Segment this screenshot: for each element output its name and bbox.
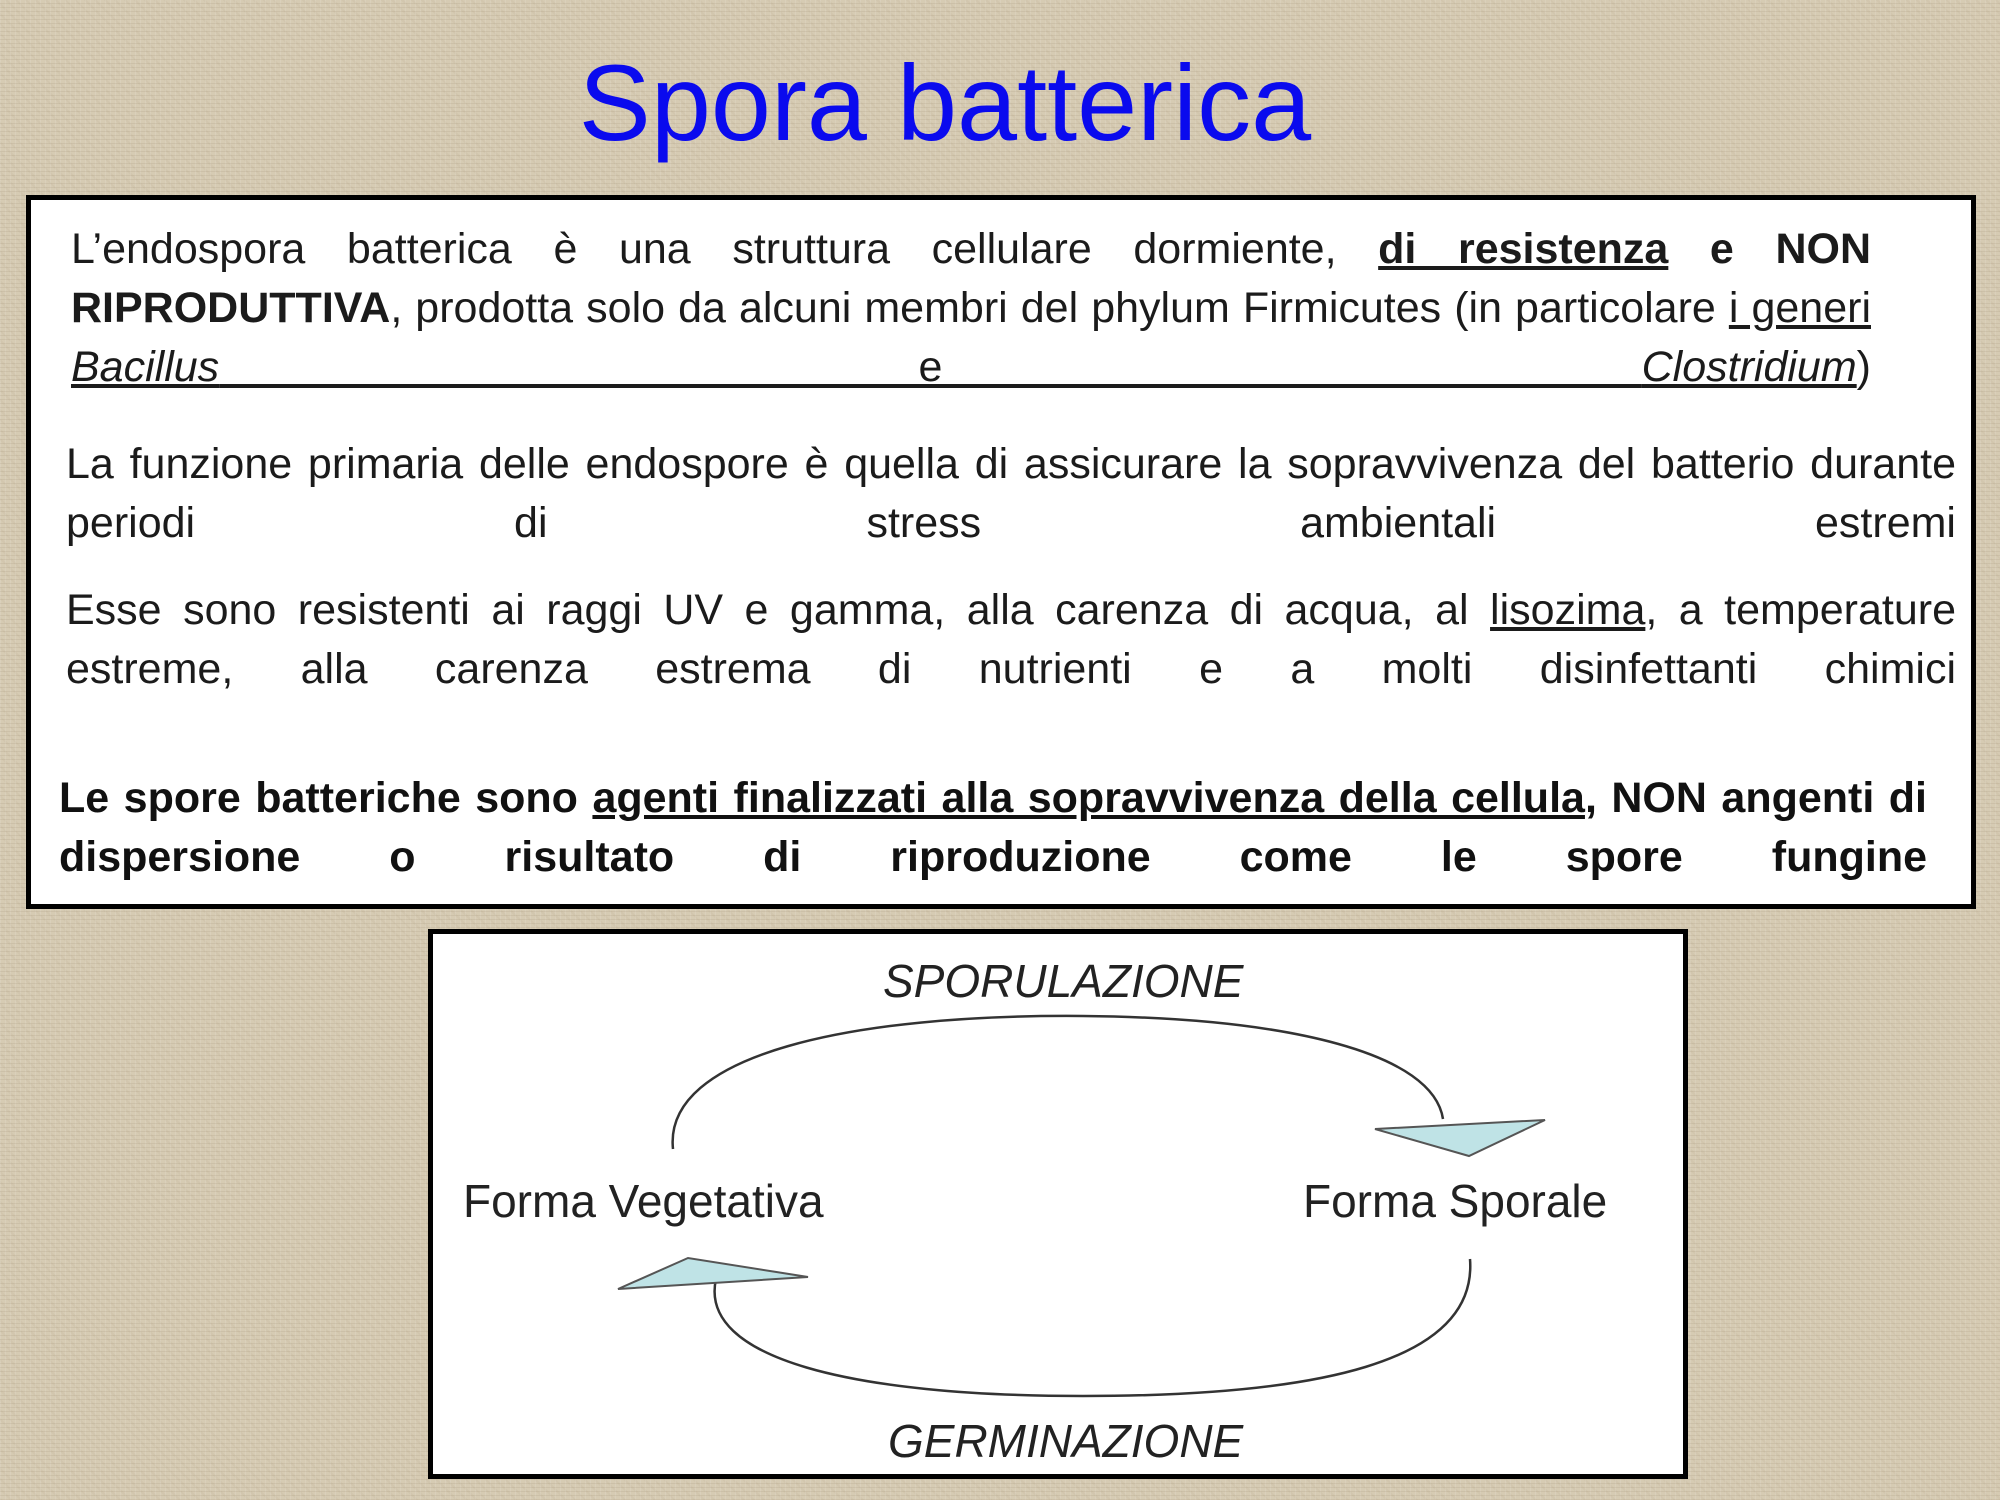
p1-non-riproduttiva: NON RIPRODUTTIVA (71, 225, 1872, 332)
paragraph-spore-purpose (59, 769, 1927, 946)
germination-label: GERMINAZIONE (888, 1415, 1244, 1467)
top-arc (673, 1016, 1443, 1149)
p1-text-c: e (1668, 225, 1776, 273)
sporulation-cycle-diagram (428, 929, 1688, 1479)
vegetative-form-label: Forma Vegetativa (463, 1175, 824, 1227)
p3-text-a: Esse sono resistenti ai raggi UV e gamma, alla carenza di acqua, al (66, 586, 1491, 634)
slide-title: Spora batterica (578, 42, 1312, 163)
paragraph-primary-function: La funzione primaria delle endospore è quella di assicurare la sopravvivenza del batterio durante periodi di stress ambientali estremi (66, 440, 1956, 547)
bottom-arc (715, 1259, 1471, 1396)
p1-text-f: i generi (1728, 284, 1871, 332)
paragraph-endospora-definition (71, 220, 1871, 456)
p3-text-c: , a temperature estreme, alla carenza estrema di nutrienti e a molti disinfettanti chimici (66, 586, 1957, 693)
p1-bacillus: Bacillus (71, 343, 220, 391)
p4-text-c: , NON angenti di dispersione o risultato di riproduzione come le spore fungine (59, 774, 1928, 881)
p4-text-a: Le spore batteriche sono (59, 774, 593, 822)
p1-di-resistenza: di resistenza (1378, 225, 1669, 273)
p1-text-e: , prodotta solo da alcuni membri del phylum Firmicutes (in particolare (390, 284, 1729, 332)
p4-survival-agents: agenti finalizzati alla sopravvivenza della cellula (592, 774, 1585, 822)
p1-text-a: L’endospora batterica è una struttura cellulare dormiente, (71, 225, 1379, 273)
p1-clostridium: Clostridium (1641, 343, 1857, 391)
text-box (26, 195, 1976, 909)
p1-text-j: ) (1856, 343, 1871, 391)
p1-text-h: e (219, 343, 1642, 391)
germination-arrowhead (618, 1258, 808, 1289)
sporulation-label: SPORULAZIONE (883, 955, 1244, 1007)
paragraph-resistance (66, 581, 1956, 758)
p3-lisozima: lisozima (1490, 586, 1646, 634)
spore-form-label: Forma Sporale (1303, 1175, 1608, 1227)
sporulation-arrowhead (1375, 1120, 1545, 1156)
